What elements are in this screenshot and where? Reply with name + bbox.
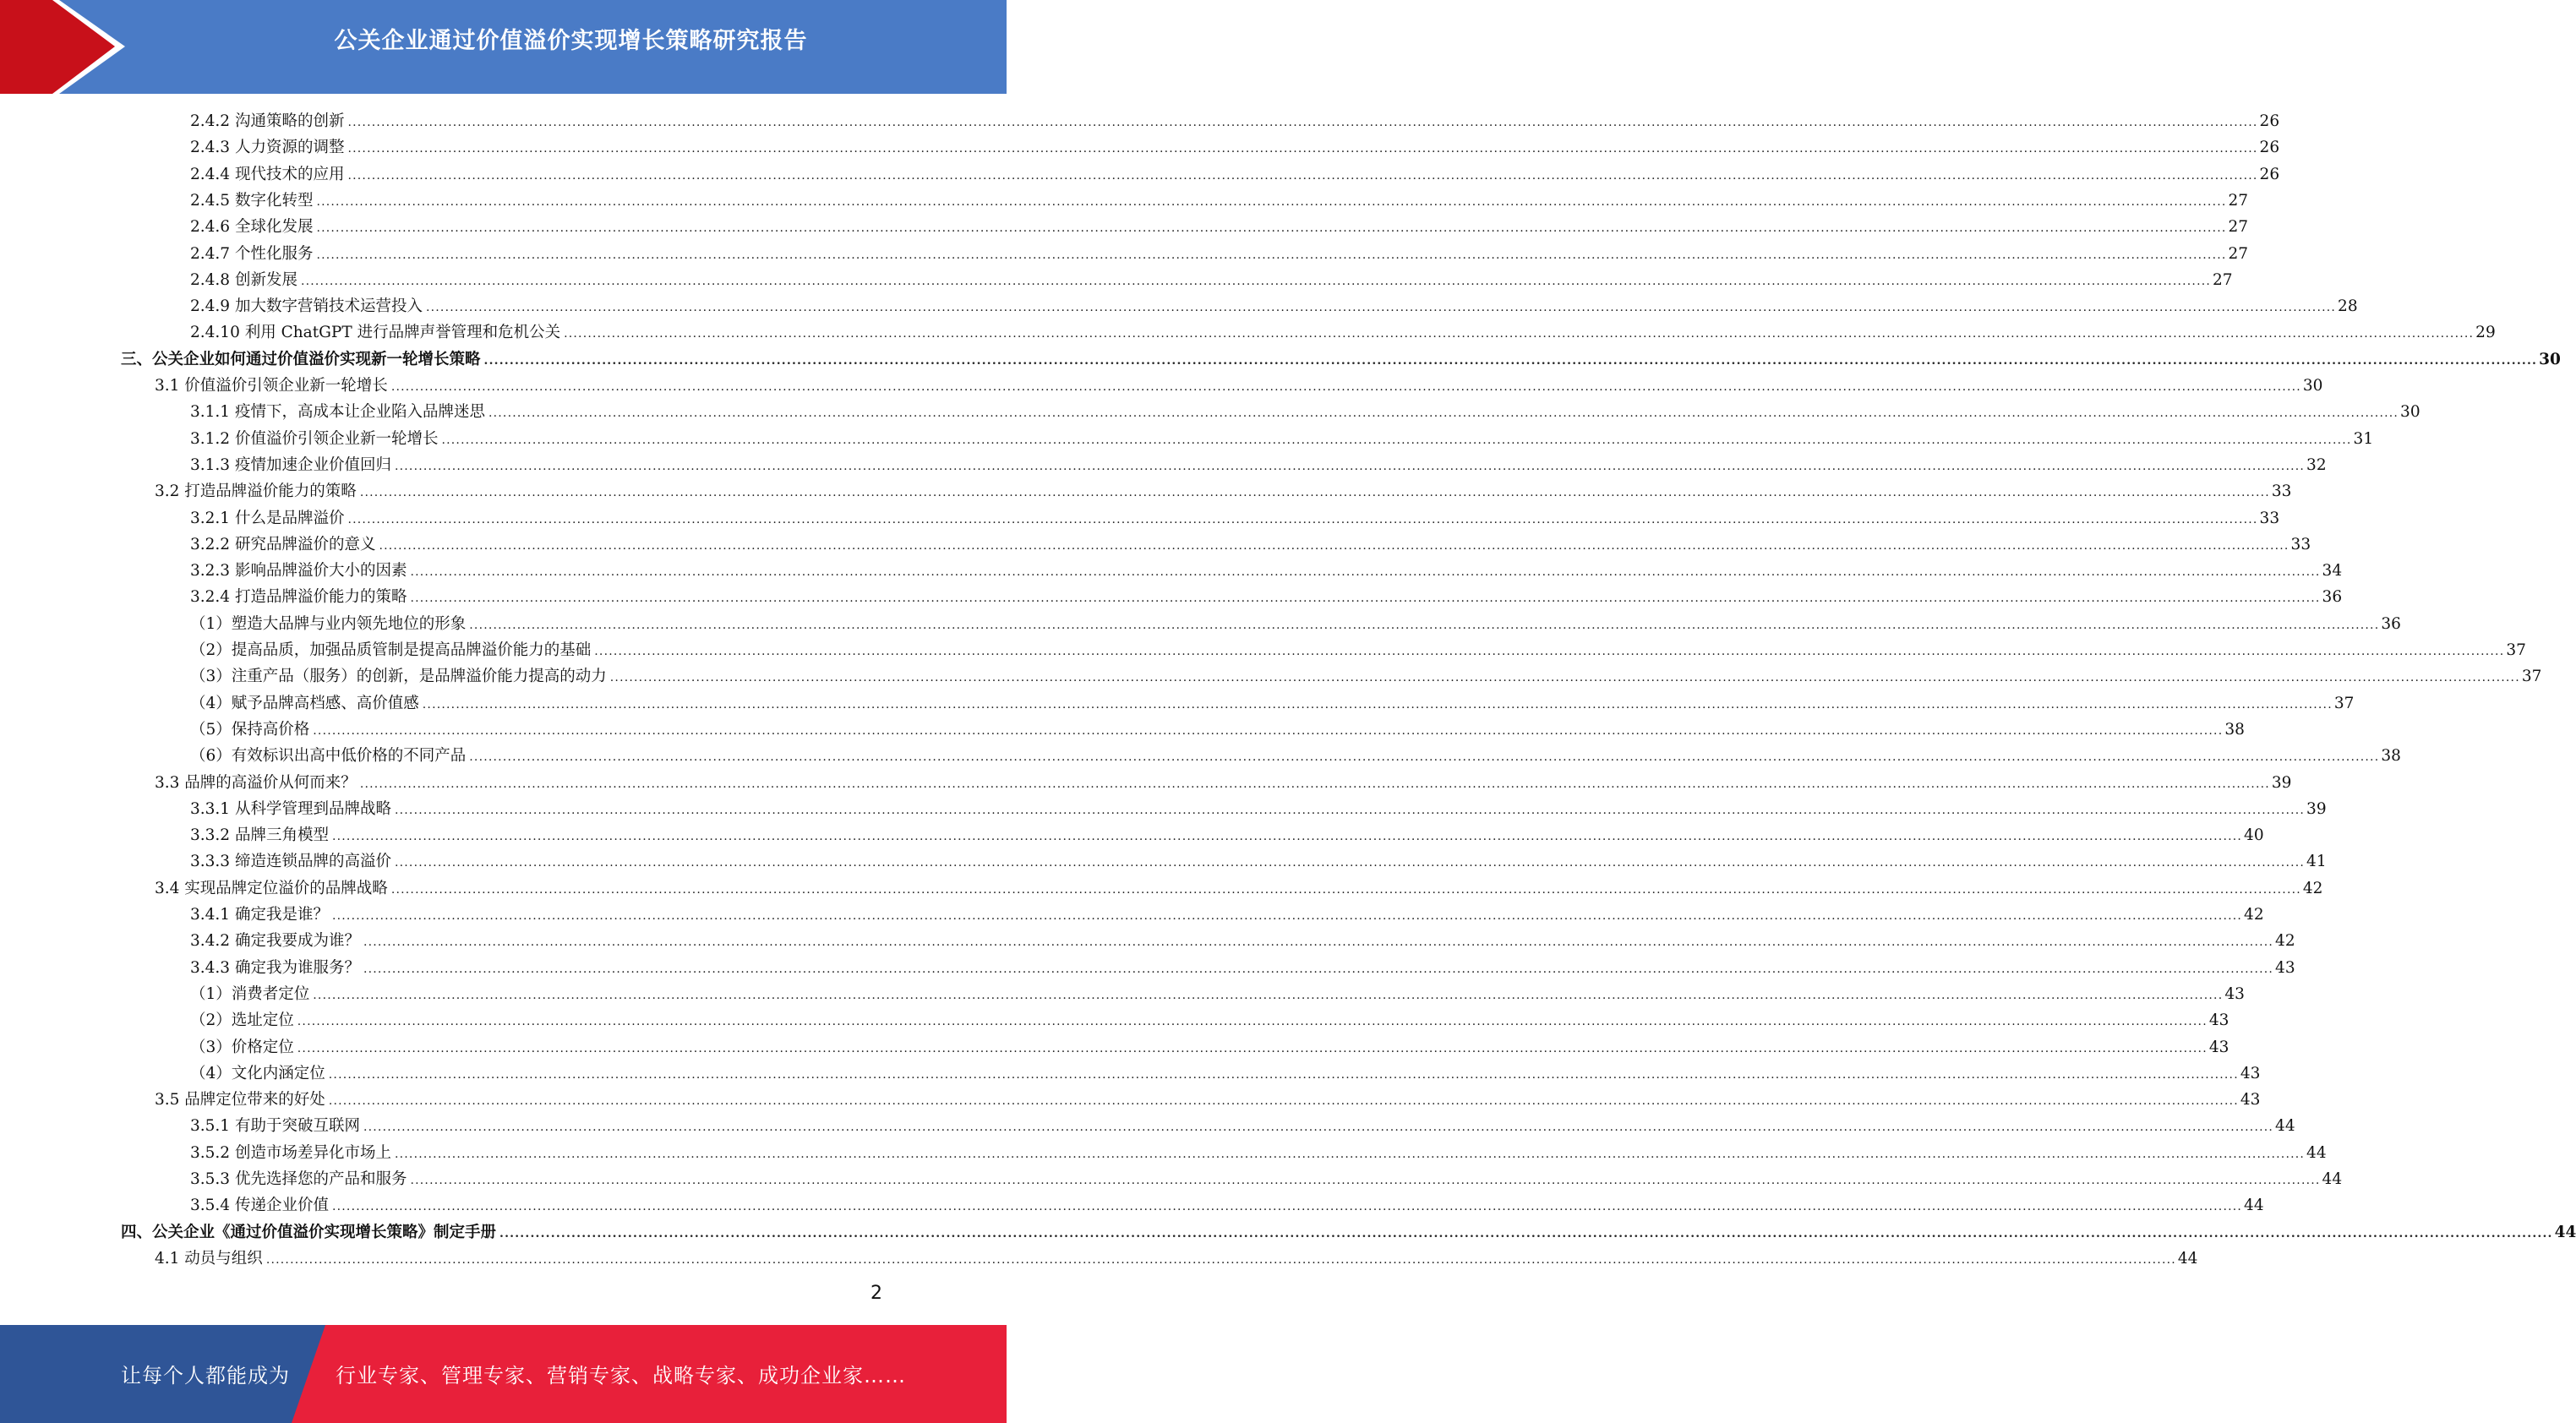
toc-leader-dots: ................................................................................................................................................................................................................................................................................................................................................................................................................ <box>410 565 2321 580</box>
header-banner <box>0 0 1007 94</box>
toc-leader-dots: ................................................................................................................................................................................................................................................................................................................................................................................................................ <box>410 1174 2321 1187</box>
toc-entry[interactable] <box>0 981 2245 1007</box>
toc-leader-dots: ................................................................................................................................................................................................................................................................................................................................................................................................................ <box>297 1041 2208 1055</box>
toc-leader-dots: ................................................................................................................................................................................................................................................................................................................................................................................................................ <box>265 1252 2176 1267</box>
toc-leader-dots: ................................................................................................................................................................................................................................................................................................................................................................................................................ <box>316 194 2227 209</box>
toc-entry-label: 3.4.1 确定我是谁？ <box>190 906 329 924</box>
toc-entry-page: 30 <box>2302 377 2323 395</box>
toc-entry-label: 2.4.7 个性化服务 <box>190 244 314 263</box>
toc-leader-dots: ................................................................................................................................................................................................................................................................................................................................................................................................................ <box>359 486 2270 500</box>
toc-entry[interactable] <box>0 214 2249 240</box>
toc-leader-dots: ................................................................................................................................................................................................................................................................................................................................................................................................................ <box>425 301 2337 315</box>
toc-leader-dots: ................................................................................................................................................................................................................................................................................................................................................................................................................ <box>313 723 2224 738</box>
toc-entry-label: 2.4.9 加大数字营销技术运营投入 <box>190 297 423 316</box>
toc-leader-dots: ................................................................................................................................................................................................................................................................................................................................................................................................................ <box>394 856 2306 870</box>
toc-entry[interactable] <box>0 267 2233 293</box>
toc-entry-page: 33 <box>2259 509 2280 527</box>
toc-entry-label: （4）赋予品牌高档感、高价值感 <box>190 694 419 712</box>
toc-entry-page: 38 <box>2381 747 2401 766</box>
toc-entry[interactable] <box>0 902 2264 928</box>
toc-entry-page: 30 <box>2400 403 2420 422</box>
toc-entry-page: 32 <box>2306 455 2327 474</box>
toc-leader-dots: ................................................................................................................................................................................................................................................................................................................................................................................................................ <box>316 248 2227 262</box>
toc-leader-dots: ................................................................................................................................................................................................................................................................................................................................................................................................................ <box>564 327 2475 341</box>
toc-entry[interactable] <box>0 319 2496 346</box>
toc-entry-label: 2.4.3 人力资源的调整 <box>190 139 345 157</box>
toc-entry-page: 42 <box>2302 879 2323 897</box>
toc-entry[interactable] <box>0 373 2323 399</box>
toc-entry-page: 38 <box>2224 720 2245 739</box>
toc-leader-dots: ................................................................................................................................................................................................................................................................................................................................................................................................................ <box>347 142 2258 156</box>
toc-entry[interactable] <box>0 134 2280 161</box>
footer-slogan-left: 让每个人都能成为 <box>121 1364 290 1388</box>
toc-entry-page: 27 <box>2228 191 2249 210</box>
toc-entry[interactable] <box>0 690 2355 717</box>
toc-leader-dots: ................................................................................................................................................................................................................................................................................................................................................................................................................ <box>347 168 2258 183</box>
toc-entry-page: 36 <box>2322 588 2343 607</box>
toc-entry-label: 3.2.1 什么是品牌溢价 <box>190 509 345 527</box>
toc-entry[interactable] <box>0 1246 2198 1272</box>
toc-entry-label: 3.1.3 疫情加速企业价值回归 <box>190 455 391 474</box>
toc-leader-dots: ................................................................................................................................................................................................................................................................................................................................................................................................................ <box>363 962 2274 976</box>
toc-entry-page: 29 <box>2475 324 2496 342</box>
toc-entry-page: 44 <box>2177 1249 2198 1268</box>
toc-entry-label: （5）保持高价格 <box>190 720 310 739</box>
toc-entry[interactable] <box>0 955 2295 981</box>
toc-entry-page: 26 <box>2259 165 2280 183</box>
toc-leader-dots: ................................................................................................................................................................................................................................................................................................................................................................................................................ <box>469 618 2380 632</box>
footer-slogan-right: 行业专家、管理专家、营销专家、战略专家、成功企业家…… <box>336 1364 906 1388</box>
toc-entry-page: 37 <box>2521 668 2542 686</box>
toc-entry-label: 3.5.3 优先选择您的产品和服务 <box>190 1170 407 1188</box>
toc-entry-label: （3）价格定位 <box>190 1038 294 1056</box>
toc-entry-label: 3.3.2 品牌三角模型 <box>190 826 329 845</box>
toc-entry[interactable] <box>0 611 2401 637</box>
toc-leader-dots: ................................................................................................................................................................................................................................................................................................................................................................................................................ <box>488 406 2399 421</box>
toc-entry[interactable] <box>0 1113 2295 1139</box>
toc-entry-label: 3.1.1 疫情下，高成本让企业陷入品牌迷思 <box>190 403 485 422</box>
toc-entry-page: 26 <box>2259 112 2280 130</box>
toc-entry-page: 28 <box>2338 297 2358 316</box>
toc-leader-dots: ................................................................................................................................................................................................................................................................................................................................................................................................................ <box>363 935 2274 950</box>
toc-entry-page: 44 <box>2554 1223 2576 1241</box>
toc-leader-dots: ................................................................................................................................................................................................................................................................................................................................................................................................................ <box>328 1067 2239 1082</box>
toc-entry-page: 43 <box>2275 958 2295 977</box>
toc-entry-label: （6）有效标识出高中低价格的不同产品 <box>190 747 467 766</box>
toc-entry[interactable] <box>0 743 2401 769</box>
toc-entry-page: 39 <box>2306 799 2327 818</box>
toc-entry-label: （1）塑造大品牌与业内领先地位的形象 <box>190 614 467 633</box>
toc-entry-label: 2.4.10 利用 ChatGPT 进行品牌声誉管理和危机公关 <box>190 324 561 342</box>
toc-leader-dots: ................................................................................................................................................................................................................................................................................................................................................................................................................ <box>390 882 2301 897</box>
toc-leader-dots: ................................................................................................................................................................................................................................................................................................................................................................................................................ <box>316 221 2227 236</box>
toc-leader-dots: ................................................................................................................................................................................................................................................................................................................................................................................................................ <box>379 538 2289 553</box>
toc-entry-page: 26 <box>2259 139 2280 157</box>
toc-entry[interactable] <box>0 848 2327 875</box>
toc-entry-label: 3.5.1 有助于突破互联网 <box>190 1117 360 1136</box>
toc-leader-dots: ................................................................................................................................................................................................................................................................................................................................................................................................................ <box>483 353 2538 368</box>
toc-entry-page: 44 <box>2306 1143 2327 1162</box>
toc-entry[interactable] <box>0 241 2249 267</box>
toc-leader-dots: ................................................................................................................................................................................................................................................................................................................................................................................................................ <box>347 512 2258 526</box>
toc-entry[interactable] <box>0 532 2311 558</box>
toc-entry[interactable] <box>0 717 2245 743</box>
toc-entry-label: （4）文化内涵定位 <box>190 1064 325 1082</box>
toc-entry-label: 3.3 品牌的高溢价从何而来？ <box>155 773 357 792</box>
toc-leader-dots: ................................................................................................................................................................................................................................................................................................................................................................................................................ <box>331 830 2243 844</box>
toc-entry[interactable] <box>0 1087 2261 1113</box>
toc-entry-label: 三、公关企业如何通过价值溢价实现新一轮增长策略 <box>121 350 481 368</box>
toc-entry[interactable] <box>0 558 2343 584</box>
toc-entry[interactable] <box>0 452 2327 478</box>
toc-entry-page: 27 <box>2228 244 2249 263</box>
toc-entry-label: 四、公关企业《通过价值溢价实现增长策略》制定手册 <box>121 1223 497 1241</box>
toc-leader-dots: ................................................................................................................................................................................................................................................................................................................................................................................................................ <box>363 1120 2274 1135</box>
toc-entry[interactable] <box>0 1140 2327 1166</box>
toc-leader-dots: ................................................................................................................................................................................................................................................................................................................................................................................................................ <box>331 909 2243 923</box>
toc-entry-label: 2.4.4 现代技术的应用 <box>190 165 345 183</box>
toc-entry-label: 3.2.2 研究品牌溢价的意义 <box>190 535 376 553</box>
toc-entry-page: 44 <box>2322 1170 2343 1188</box>
toc-entry[interactable] <box>0 875 2323 902</box>
toc-entry[interactable] <box>0 770 2292 796</box>
document-title: 公关企业通过价值溢价实现增长策略研究报告 <box>334 28 808 54</box>
toc-leader-dots: ................................................................................................................................................................................................................................................................................................................................................................................................................ <box>347 116 2258 129</box>
toc-entry[interactable] <box>0 928 2295 954</box>
toc-entry-label: 3.4.3 确定我为谁服务？ <box>190 958 360 977</box>
toc-entry-page: 40 <box>2244 826 2264 845</box>
toc-entry-page: 31 <box>2353 429 2374 448</box>
toc-entry-page: 44 <box>2275 1117 2295 1136</box>
toc-entry-page: 37 <box>2333 694 2355 712</box>
toc-leader-dots: ................................................................................................................................................................................................................................................................................................................................................................................................................ <box>328 1094 2239 1109</box>
toc-entry-page: 37 <box>2506 641 2526 659</box>
toc-entry-page: 30 <box>2539 350 2561 368</box>
toc-leader-dots: ................................................................................................................................................................................................................................................................................................................................................................................................................ <box>469 750 2380 765</box>
toc-entry-label: 3.3.3 缔造连锁品牌的高溢价 <box>190 853 391 871</box>
toc-leader-dots: ................................................................................................................................................................................................................................................................................................................................................................................................................ <box>394 803 2306 817</box>
toc-entry[interactable] <box>0 637 2526 663</box>
footer-banner <box>0 1325 1007 1423</box>
toc-leader-dots: ................................................................................................................................................................................................................................................................................................................................................................................................................ <box>297 1015 2208 1029</box>
toc-entry-label: 3.2.4 打造品牌溢价能力的策略 <box>190 588 407 607</box>
toc-entry-page: 34 <box>2322 562 2343 581</box>
toc-entry-label: 2.4.2 沟通策略的创新 <box>190 112 345 130</box>
toc-entry-page: 43 <box>2240 1091 2261 1110</box>
toc-entry[interactable] <box>0 505 2280 532</box>
toc-entry-label: （3）注重产品（服务）的创新，是品牌溢价能力提高的动力 <box>190 668 607 686</box>
toc-entry-label: 2.4.5 数字化转型 <box>190 191 314 210</box>
toc-entry[interactable] <box>0 1166 2343 1192</box>
toc-leader-dots: ................................................................................................................................................................................................................................................................................................................................................................................................................ <box>410 592 2321 606</box>
toc-entry-page: 43 <box>2208 1011 2229 1030</box>
toc-entry[interactable] <box>0 1007 2229 1033</box>
toc-leader-dots: ................................................................................................................................................................................................................................................................................................................................................................................................................ <box>422 697 2333 712</box>
toc-entry[interactable] <box>0 1034 2229 1060</box>
toc-entry-label: 3.4.2 确定我要成为谁？ <box>190 932 360 951</box>
toc-entry-page: 42 <box>2275 932 2295 951</box>
toc-entry[interactable] <box>0 796 2327 822</box>
toc-entry-label: 3.1 价值溢价引领企业新一轮增长 <box>155 377 388 395</box>
toc-leader-dots: ................................................................................................................................................................................................................................................................................................................................................................................................................ <box>394 459 2306 473</box>
toc-entry-page: 33 <box>2271 483 2292 501</box>
toc-leader-dots: ................................................................................................................................................................................................................................................................................................................................................................................................................ <box>594 645 2505 658</box>
toc-entry-label: 3.2 打造品牌溢价能力的策略 <box>155 483 357 501</box>
toc-entry-page: 43 <box>2240 1064 2261 1082</box>
toc-entry-page: 39 <box>2271 773 2292 792</box>
toc-entry-label: （2）提高品质，加强品质管制是提高品牌溢价能力的基础 <box>190 641 592 659</box>
toc-leader-dots: ................................................................................................................................................................................................................................................................................................................................................................................................................ <box>499 1226 2553 1240</box>
toc-leader-dots: ................................................................................................................................................................................................................................................................................................................................................................................................................ <box>313 988 2224 1002</box>
toc-leader-dots: ................................................................................................................................................................................................................................................................................................................................................................................................................ <box>394 1147 2306 1161</box>
toc-entry-page: 33 <box>2290 535 2311 553</box>
toc-entry[interactable] <box>0 399 2420 425</box>
toc-entry-page: 27 <box>2213 270 2233 289</box>
toc-entry-label: 2.4.8 创新发展 <box>190 270 297 289</box>
toc-entry[interactable] <box>0 478 2292 504</box>
toc-entry-label: 2.4.6 全球化发展 <box>190 218 314 237</box>
toc-entry[interactable] <box>0 1192 2264 1219</box>
toc-leader-dots: ................................................................................................................................................................................................................................................................................................................................................................................................................ <box>609 671 2520 685</box>
toc-entry-label: 4.1 动员与组织 <box>155 1249 263 1268</box>
toc-entry-page: 41 <box>2306 853 2327 871</box>
toc-entry-page: 36 <box>2381 614 2401 633</box>
header-chevron-decoration <box>0 0 135 94</box>
toc-leader-dots: ................................................................................................................................................................................................................................................................................................................................................................................................................ <box>331 1200 2243 1214</box>
toc-entry-label: 3.5 品牌定位带来的好处 <box>155 1091 325 1110</box>
toc-entry[interactable] <box>0 188 2249 214</box>
toc-leader-dots: ................................................................................................................................................................................................................................................................................................................................................................................................................ <box>300 274 2212 288</box>
toc-entry-label: 3.4 实现品牌定位溢价的品牌战略 <box>155 879 388 897</box>
toc-entry-label: （1）消费者定位 <box>190 984 310 1003</box>
toc-entry[interactable] <box>0 1219 2576 1246</box>
toc-entry[interactable] <box>0 426 2374 452</box>
toc-entry-label: 3.3.1 从科学管理到品牌战略 <box>190 799 391 818</box>
toc-entry-label: 3.5.2 创造市场差异化市场上 <box>190 1143 391 1162</box>
toc-entry-label: 3.2.3 影响品牌溢价大小的因素 <box>190 562 407 581</box>
toc-entry[interactable] <box>0 584 2343 610</box>
toc-entry[interactable] <box>0 293 2358 319</box>
toc-entry[interactable] <box>0 1060 2261 1087</box>
page-number: 2 <box>870 1283 882 1304</box>
toc-entry[interactable] <box>0 108 2280 134</box>
toc-leader-dots: ................................................................................................................................................................................................................................................................................................................................................................................................................ <box>441 433 2352 447</box>
toc-entry[interactable] <box>0 822 2264 848</box>
toc-entry[interactable] <box>0 161 2280 188</box>
toc-leader-dots: ................................................................................................................................................................................................................................................................................................................................................................................................................ <box>390 380 2301 394</box>
toc-entry[interactable] <box>0 346 2561 373</box>
toc-entry-label: 3.5.4 传递企业价值 <box>190 1197 329 1215</box>
toc-entry-page: 27 <box>2228 218 2249 237</box>
toc-leader-dots: ................................................................................................................................................................................................................................................................................................................................................................................................................ <box>359 777 2270 791</box>
toc-entry-label: （2）选址定位 <box>190 1011 294 1030</box>
toc-entry-page: 44 <box>2244 1197 2264 1215</box>
toc-entry-page: 43 <box>2224 984 2245 1003</box>
toc-entry-page: 42 <box>2244 906 2264 924</box>
toc-entry-page: 43 <box>2208 1038 2229 1056</box>
toc-entry-label: 3.1.2 价值溢价引领企业新一轮增长 <box>190 429 439 448</box>
toc-entry[interactable] <box>0 663 2542 690</box>
